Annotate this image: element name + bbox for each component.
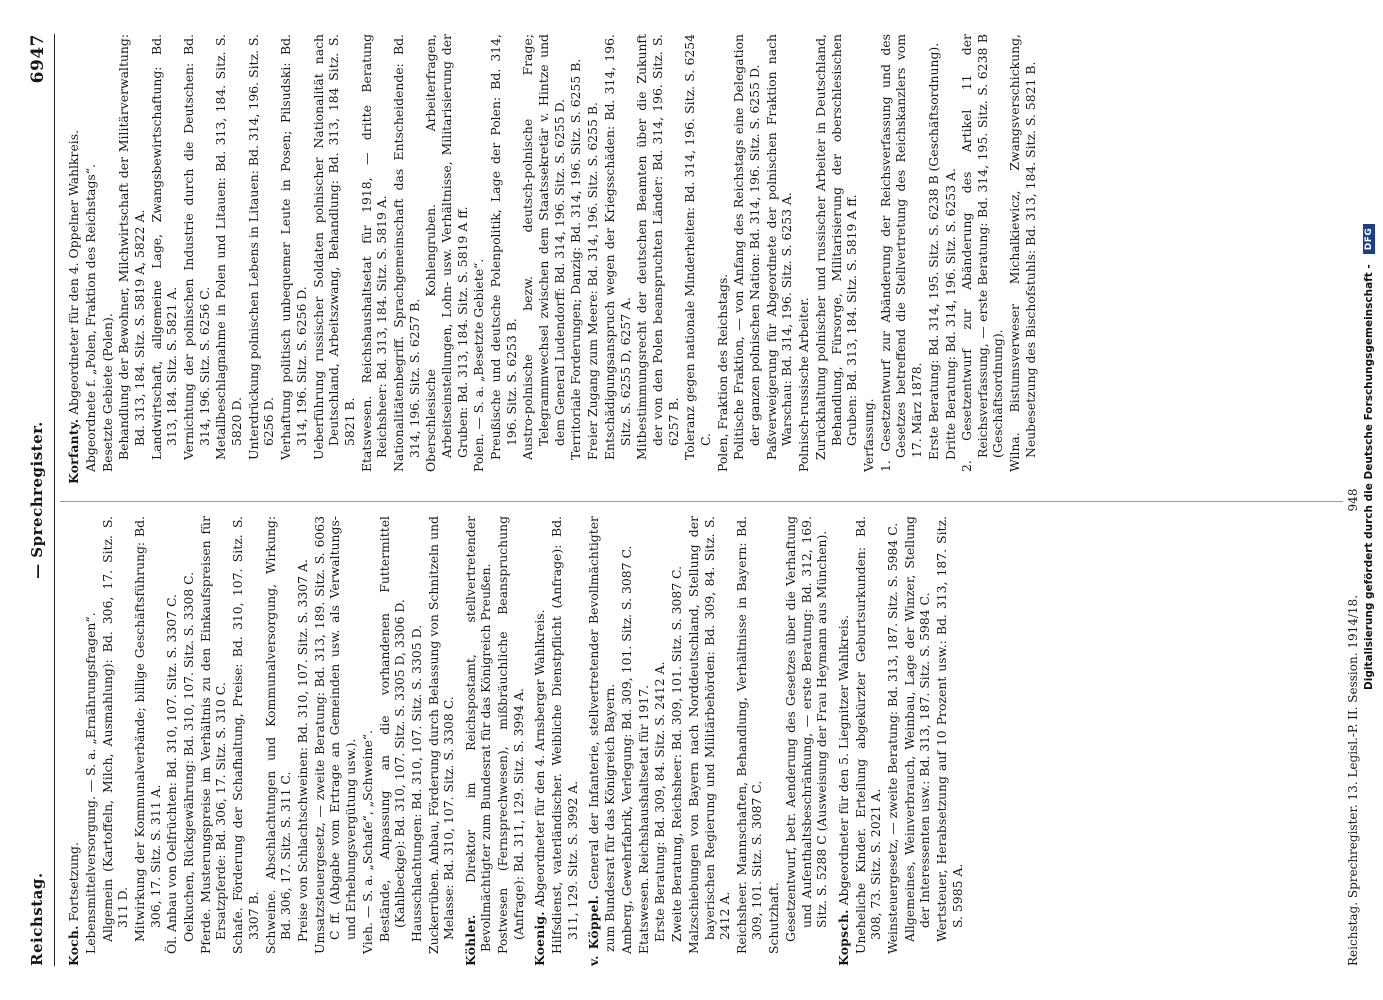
register-entry (198, 516, 229, 966)
entry-text: Öl. Anbau von Oelfrüchten: Bd. 310, 107. Sitz. S. 3307 C. (164, 594, 180, 954)
register-entry (246, 34, 277, 484)
speaker-name: Kopsch. (835, 909, 851, 966)
register-entry (66, 516, 82, 966)
register-entry (495, 516, 526, 966)
speaker-name: Korfanty. (66, 418, 81, 484)
register-entry (861, 34, 877, 484)
register-entry (959, 34, 1006, 484)
entry-text: Etatswesen. Reichshaushaltsetat für 1918, — dritte Beratung Reichsheer: Bd. 313, 184. Sitz. S. 5819 A. (358, 34, 390, 472)
entry-text: Schutzhaft. (766, 882, 782, 954)
entry-text: Umsatzsteuergesetz, — zweite Beratung: Bd. 313, 189. Sitz. S. 6063 C ff. (Abgabe vom Ertrage an Gemeinden usw. als Verwaltungs- und Erhebungsvergütung usw.). (311, 516, 358, 954)
register-entry (568, 34, 584, 484)
register-entry (83, 516, 99, 966)
entry-text: Erste Beratung: Bd. 309, 84. Sitz. S. 2412 A. (652, 661, 668, 942)
register-entry (764, 34, 795, 484)
footer-register-line: Reichstag. Sprechregister. 13. Legisl.-P. II. Session. 1914/18. (1346, 594, 1360, 966)
entry-text: Hilfsdienst, vaterländischer. Weibliche Dienstpflicht (Anfrage): Bd. 311, 129. Sitz. S. 3992 A. (549, 516, 580, 954)
register-entry (934, 516, 965, 966)
register-entry (263, 516, 294, 966)
entry-text: 1. Gesetzentwurf zur Abänderung der Reichsverfassung und des Gesetzes betreffend die Stellvertretung des Reichskanzlers vom 17. März 1878. (877, 34, 924, 472)
entry-text: Besetzte Gebiete (Polen). (99, 313, 115, 472)
register-entry (549, 516, 580, 966)
register-entry (295, 516, 311, 966)
entry-text: Direktor im Reichspostamt, stellvertretender Bevollmächtigter zum Bundesrat für das Königreich Preußen. (462, 516, 494, 952)
right-column (66, 34, 1040, 484)
entry-text: Pferde. Musterungspreise im Verhältnis zu den Einkaufspreisen für Ersatzpferde: Bd. 306, 17. Sitz. S. 310 C. (197, 516, 229, 954)
register-entry (181, 34, 212, 484)
entry-text: Etatswesen. Reichshaushaltsetat für 1917. (635, 684, 651, 954)
entry-text: Reichsheer. Mannschaften, Behandlung, Verhältnisse in Bayern: Bd. 309, 101. Sitz. S. 3087 C. (733, 516, 765, 954)
register-entry (426, 516, 457, 966)
left-column (66, 516, 967, 966)
register-entry (766, 516, 782, 966)
entry-text: Oberschlesische Kohlengruben. Arbeiterfragen, Arbeitseinstellungen, Lohn- usw. Verhältnisse, Militarisierung der Gruben: Bd. 313, 184. Sitz. S. 5819 A ff. (423, 34, 470, 472)
register-entry (312, 516, 359, 966)
header-section-title: Reichstag. (28, 872, 46, 966)
register-entry (878, 34, 925, 484)
entry-text: Bestände, Anpassung an die vorhandenen Futtermittel (Kahlbeckge): Bd. 310, 107. Sitz. S. 3305 D, 3306 D. (376, 516, 408, 942)
digitization-credit (1356, 0, 1382, 1000)
entry-text: Entschädigungsanspruch wegen der Kriegsschäden: Bd. 314, 196. Sitz. S. 6255 D, 6257 A. (601, 34, 633, 460)
register-entry (715, 34, 731, 484)
header-register-title: — Sprechregister. (28, 421, 46, 579)
column-divider (60, 501, 1343, 502)
register-entry (634, 34, 681, 484)
register-entry (230, 516, 261, 966)
entry-text: Abgeordneter für den 5. Liegnitzer Wahlkreis. (835, 614, 851, 906)
register-entry (463, 516, 494, 966)
register-entry (488, 34, 519, 484)
register-entry (520, 34, 567, 484)
register-entry (409, 516, 425, 966)
entry-text: Allgemeines, Weinverbrauch, Weinbau, Lage der Winzer, Stellung der Interessenten usw.: Bd. 313, 187. Sitz. S. 5984 C. (901, 516, 933, 942)
entry-text: Wertsteuer, Herabsetzung auf 10 Prozent usw.: Bd. 313, 187. Sitz. S. 5985 A. (934, 516, 965, 942)
entry-text: Fortsetzung. (66, 842, 81, 922)
entry-text: Zuckerrüben. Anbau, Förderung durch Belassung von Schnitzeln und Melasse: Bd. 310, 107. Sitz. S. 3308 C. (425, 516, 457, 954)
register-entry (359, 34, 390, 484)
entry-text: Dritte Beratung: Bd. 314, 196. Sitz. S. 6253 A. (942, 168, 958, 460)
entry-text: Toleranz gegen nationale Minderheiten: Bd. 314, 196. Sitz. S. 6254 C. (682, 34, 713, 460)
entry-text: Malzschiebungen von Bayern nach Norddeutschland, Stellung der bayerischen Regierung und Militärbehörden: Bd. 309, 84. Sitz. S. 2412 A. (685, 516, 733, 954)
register-entry (532, 516, 548, 966)
register-entry (734, 516, 765, 966)
register-entry (586, 516, 617, 966)
register-entry (902, 516, 933, 966)
register-entry (796, 34, 812, 484)
register-entry (686, 516, 733, 966)
register-entry (471, 34, 487, 484)
entry-text: Abgeordneter für den 4. Arnsberger Wahlkreis. (532, 609, 548, 908)
entry-text: Mitwirkung der Kommunalverbände; billige Geschäftsführung: Bd. 306, 17. Sitz. S. 311 A. (131, 516, 163, 942)
entry-text: Amberg, Gewehrfabrik, Verlegung: Bd. 309, 101. Sitz. S. 3087 C. (618, 545, 634, 954)
entry-text: Polnisch-russische Arbeiter. (796, 297, 812, 472)
entry-text: Behandlung der Bewohner, Milchwirtschaft der Militärverwaltung: Bd. 313, 184. Sitz. S. 5819 A, 5822 A. (116, 34, 147, 460)
entry-text: Vieh. — S. a. „Schafe“, „Schweine“. (359, 729, 375, 954)
register-entry (926, 34, 942, 484)
entry-text: Verfassung. (860, 398, 876, 472)
speaker-name: Köhler. (462, 914, 478, 966)
entry-text: Gesetzentwurf, betr. Aenderung des Gesetzes über die Verhaftung und Aufenthaltsbeschränkung, — erste Beratung: Bd. 312, 169. Sitz. S. 5288 C (Ausweisung der Frau Heymann aus München). (783, 516, 830, 942)
register-entry (311, 34, 358, 484)
speaker-name: Koch. (66, 925, 81, 966)
entry-text: Paßverweigerung für Abgeordnete der polnischen Fraktion nach Warschau: Bd. 314, 196. Sitz. S. 6253 A. (763, 34, 795, 460)
entry-text: Schweine. Abschlachtungen und Kommunalversorgung, Wirkung: Bd. 306, 17. Sitz. S. 311 C. (262, 516, 294, 954)
register-entry (213, 34, 244, 484)
register-entry (423, 34, 470, 484)
entry-text: Ueberführung russischer Soldaten polnischer Nationalität nach Deutschland, Arbeitszwang, Behandlung: Bd. 313, 184 Sitz. S. 5821 B. (310, 34, 357, 460)
entry-text: Preise von Schlachtschweinen: Bd. 310, 107. Sitz. S. 3307 A. (295, 559, 310, 942)
entry-text: Polen, Fraktion des Reichstags. (714, 273, 730, 472)
entry-text: Landwirtschaft, allgemeine Lage, Zwangsbewirtschaftung: Bd. 313, 184. Sitz. S. 5821 A. (148, 34, 180, 460)
entry-text: Vernichtung der polnischen Industrie durch die Deutschen: Bd. 314, 196. Sitz. S. 6256 C. (181, 34, 212, 460)
entry-text: General der Infanterie, stellvertretender Bevollmächtigter zum Bundesrat für das Königreich Bayern. (586, 516, 617, 952)
register-entry (731, 34, 762, 484)
entry-text: Unterdrückung polnischen Lebens in Litauen: Bd. 314, 196. Sitz. S. 6256 D. (245, 34, 277, 460)
entry-text: Allgemein (Kartoffeln, Milch, Ausmahlung): Bd. 306, 17. Sitz. S. 311 D. (99, 516, 131, 942)
register-entry (669, 516, 685, 966)
register-entry (652, 516, 668, 966)
entry-text: Zurückhaltung polnischer und russischer Arbeiter in Deutschland, Behandlung, Fürsorge, Militarisierung der oberschlesischen Gruben: Bd. 313, 184. Sitz. S. 5819 A ff. (813, 34, 860, 460)
register-entry (682, 34, 713, 484)
entry-text: Schafe. Förderung der Schafhaltung, Preise: Bd. 310, 107. Sitz. S. 3307 B. (230, 516, 261, 954)
register-entry (116, 34, 147, 484)
entry-text: Polen. — S. a. „Besetzte Gebiete“. (471, 258, 487, 472)
register-entry (100, 516, 131, 966)
entry-text: Mitbestimmungsrecht der deutschen Beamten über die Zukunft der von den Polen beanspruchten Länder: Bd. 314, 196. Sitz. S. 6257 B. (634, 34, 681, 460)
register-entry (83, 34, 99, 484)
register-entry (885, 516, 901, 966)
speaker-name: v. Köppel. (586, 894, 602, 966)
entry-text: Austro-polnische bezw. deutsch-polnische Frage; Telegrammwechsel zwischen dem Staatssekretär v. Hintze und dem General Ludendorff: Bd. 314, 196. Sitz. S. 6255 D. (520, 34, 567, 460)
register-entry (391, 34, 422, 484)
register-entry (377, 516, 408, 966)
register-entry (602, 34, 633, 484)
register-entry (100, 34, 116, 484)
entry-text: Politische Fraktion, — von Anfang des Reichstags eine Delegation der ganzen polnischen Nation: Bd. 314, 196. Sitz. S. 6255 D. (731, 34, 763, 460)
register-entry (132, 516, 163, 966)
entry-text: Oelkuchen, Rückgewährung: Bd. 310, 107. Sitz. S. 3308 C. (181, 571, 197, 942)
register-entry (619, 516, 635, 966)
register-entry (636, 516, 652, 966)
entry-text: Uneheliche Kinder. Erteilung abgekürzter Geburtsurkunden: Bd. 308, 73. Sitz. S. 2021 A. (852, 516, 884, 954)
dfg-logo: DFG (1363, 224, 1375, 255)
header-page-number: 6947 (28, 34, 48, 84)
register-entry (585, 34, 601, 484)
credit-text: Digitalisierung gefördert durch die Deutsche Forschungsgemeinschaft - (1363, 264, 1375, 690)
entry-text: Weinsteuergesetz, — zweite Beratung: Bd. 313, 187. Sitz. S. 5984 C. (884, 522, 900, 954)
entry-text: Metallbeschlagnahme in Polen und Litauen: Bd. 313, 184. Sitz. S. 5820 D. (213, 34, 245, 460)
register-entry (836, 516, 852, 966)
entry-text: Verhaftung politisch unbequemer Leute in Posen; Pilsudski: Bd. 314, 196. Sitz. S. 6256 D. (278, 34, 309, 460)
register-entry (164, 516, 180, 966)
entry-text: Freier Zugang zum Meere: Bd. 314, 196. Sitz. S. 6255 B. (585, 102, 601, 460)
register-entry (360, 516, 376, 966)
entry-text: Hausschlachtungen: Bd. 310, 107. Sitz. S. 3305 D. (408, 624, 424, 942)
register-entry (1007, 34, 1038, 484)
register-entry (66, 34, 82, 484)
register-entry (943, 34, 959, 484)
register-entry (278, 34, 309, 484)
register-entry (783, 516, 830, 966)
speaker-name: Koenig. (532, 911, 548, 966)
entry-text: Wilna. Bistumsverweser Michalkiewicz, Zwangsverschickung, Neubesetzung des Bischofstuhls: Bd. 313, 184. Sitz. S. 5821 B. (1007, 34, 1038, 472)
entry-text: Lebensmittelversorgung. — S. a. „Ernährungsfragen“. (82, 612, 98, 954)
register-entry (853, 516, 884, 966)
entry-text: 2. Gesetzentwurf zur Abänderung des Artikel 11 der Reichsverfassung, — erste Beratung: Bd. 314, 195. Sitz. S. 6238 B (Geschäftsordnung). (959, 34, 1006, 472)
page-header (24, 34, 55, 966)
entry-text: Territoriale Forderungen; Danzig: Bd. 314, 196. Sitz. S. 6255 B. (568, 58, 584, 460)
entry-text: Abgeordneter für den 4. Oppelner Wahlkreis. (66, 129, 81, 415)
register-entry (813, 34, 860, 484)
entry-text: Abgeordnete f. „Polen, Fraktion des Reichstags“. (82, 163, 98, 472)
register-entry (181, 516, 197, 966)
footer-page-number: 948 (1346, 488, 1360, 512)
entry-text: Erste Beratung: Bd. 314, 195. Sitz. S. 6238 B (Geschäftsordnung). (925, 42, 941, 460)
entry-text: Preußische und deutsche Polenpolitik, Lage der Polen: Bd. 314, 196. Sitz. S. 6253 B. (488, 34, 519, 460)
entry-text: Zweite Beratung, Reichsheer: Bd. 309, 101. Sitz. S. 3087 C. (669, 565, 685, 942)
entry-text: Postwesen (Fernsprechwesen), mißbräuchliche Beanspruchung (Anfrage): Bd. 311, 129. Sitz. S. 3994 A. (495, 516, 526, 954)
entry-text: Nationalitätenbegriff. Sprachgemeinschaft das Entscheidende: Bd. 314, 196. Sitz. S. 6257 B. (390, 34, 422, 472)
register-entry (149, 34, 180, 484)
